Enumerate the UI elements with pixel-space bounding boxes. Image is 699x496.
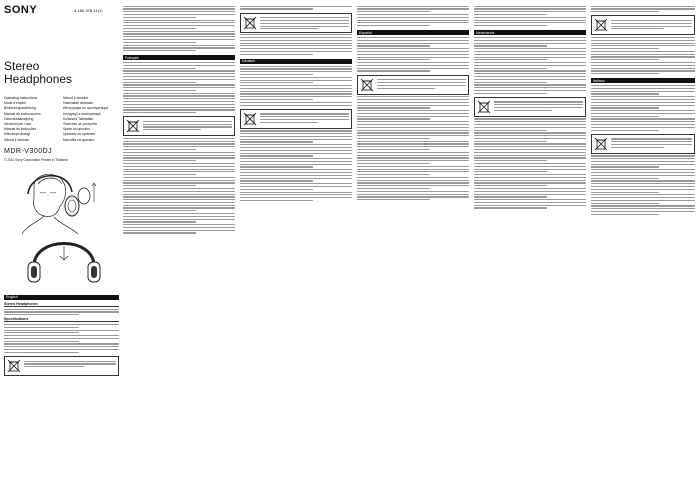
crossed-bin-icon: [594, 18, 608, 32]
language-item: Návod k obsluze: [4, 137, 30, 142]
weee-notice: [123, 116, 235, 136]
language-item: Manual de instruções: [4, 127, 37, 132]
crossed-bin-icon: [243, 112, 257, 126]
crossed-bin-icon: [7, 359, 21, 373]
column-6: [591, 4, 695, 215]
language-item: Gebruiksaanwijzing: [4, 116, 34, 121]
headphone-drawing-icon: [14, 166, 109, 291]
model-number: MDR-V300DJ: [4, 147, 53, 155]
language-item: Upute za uporabu: [63, 127, 90, 132]
language-item: Kullanma Talimatları: [63, 116, 94, 121]
part-number: 4-180-378-11(1): [74, 8, 103, 13]
section-header-english: English: [4, 295, 119, 300]
weee-notice: [591, 15, 695, 35]
weee-notice: [4, 356, 119, 376]
weee-notice: [240, 13, 352, 33]
section-header-italian: Italiano: [591, 78, 695, 83]
weee-notice: [357, 75, 469, 95]
headphone-illustration: [4, 166, 119, 291]
spec-title: Specifications: [4, 317, 119, 322]
language-item: Istruzioni per l'uso: [4, 122, 32, 127]
weee-notice: [474, 97, 586, 117]
language-item: Інструкції з експлуатації: [63, 111, 101, 116]
language-item: Bedienungsanleitung: [4, 106, 36, 111]
language-list-right: [63, 96, 118, 143]
weee-notice: [591, 134, 695, 154]
column-5: [474, 4, 586, 209]
brand-logo: SONY: [4, 4, 38, 16]
column-2: [123, 4, 235, 234]
product-title: [4, 60, 119, 86]
title-line-1: Stereo: [4, 59, 40, 73]
language-item: Navodila za uporabo: [63, 137, 95, 142]
title-line-2: Headphones: [4, 72, 73, 86]
crossed-bin-icon: [243, 16, 257, 30]
weee-notice: [240, 109, 352, 129]
language-list-left: [4, 96, 59, 143]
column-4: [357, 4, 469, 200]
section-header-german: Deutsch: [240, 59, 352, 64]
language-item: Упатство за употреба: [63, 122, 97, 127]
column-cover: [4, 4, 119, 376]
section-header-spanish: Español: [357, 30, 469, 35]
section-subtitle: Stereo Headphones: [4, 302, 119, 307]
language-item: Инструкция по эксплуатации: [63, 106, 109, 111]
language-item: Használati útmutató: [63, 101, 93, 106]
language-item: Návod k obsluhe: [63, 96, 89, 100]
crossed-bin-icon: [360, 78, 374, 92]
copyright: © 2010 Sony Corporation Printed in Thailand: [4, 157, 68, 162]
language-item: Uputstvo za upotrebu: [63, 132, 96, 137]
column-3: [240, 4, 352, 201]
language-list: [4, 96, 119, 143]
section-header-dutch: Nederlands: [474, 30, 586, 35]
crossed-bin-icon: [477, 100, 491, 114]
language-item: Operating Instructions: [4, 96, 38, 100]
section-header-french: Français: [123, 55, 235, 60]
language-item: Manual de instrucciones: [4, 111, 41, 116]
language-item: Instrukcja obsługi: [4, 132, 31, 137]
crossed-bin-icon: [594, 137, 608, 151]
crossed-bin-icon: [126, 119, 140, 133]
language-item: Mode d'emploi: [4, 101, 26, 106]
